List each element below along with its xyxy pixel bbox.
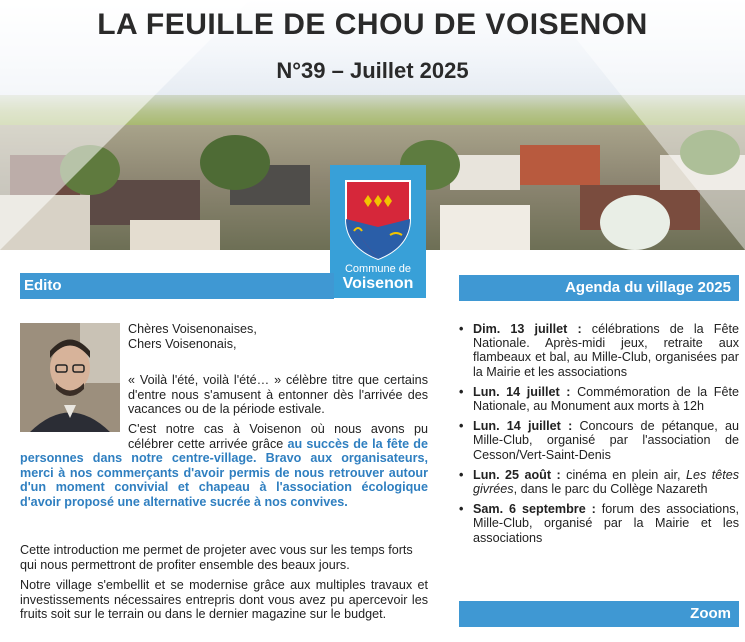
agenda-text-pre: cinéma en plein air,: [560, 467, 686, 482]
logo-subtitle: Commune de: [344, 263, 412, 275]
edito-p2-plain: C'est notre cas à Voisenon où nous avons pu célébrer cette arrivée grâce: [128, 422, 428, 451]
coat-of-arms-icon: [344, 179, 412, 261]
agenda-item: [459, 468, 739, 496]
edito-p2-continuation: personnes dans notre centre-village. Bravo aux organisateurs, merci à nos commerçants d'avoir permis de nous retrouver autour d'un moment convivial et chapeau à l'association écologique d'avoir proposé une alternative sucrée à nos convives.: [20, 451, 428, 509]
agenda-date: Dim. 13 juillet :: [473, 322, 582, 336]
agenda-date: Lun. 14 juillet :: [473, 384, 571, 399]
agenda-film-title: Les têtes givrées: [473, 467, 740, 497]
edito-paragraph-2-top: [128, 422, 428, 452]
edito-paragraph-4: Notre village s'embellit et se modernise grâce aux multiples travaux et investissements nécessaires entrepris dont vous avez pu apercevoir les fruits soit sur le terrain ou dans le dernier magazine sur le budget.: [20, 578, 428, 622]
agenda-list: [459, 322, 739, 551]
edito-heading: Edito: [20, 273, 334, 299]
agenda-heading-label: Agenda du village 2025: [565, 279, 731, 296]
logo-name: Voisenon: [342, 275, 414, 292]
agenda-text-post: , dans le parc du Collège Nazareth: [513, 482, 708, 497]
zoom-heading-label: Zoom: [690, 605, 731, 622]
newsletter-title: LA FEUILLE DE CHOU DE VOISENON: [97, 8, 648, 41]
zoom-heading: [459, 601, 739, 627]
commune-logo: [330, 165, 426, 298]
agenda-date: Sam. 6 septembre :: [473, 502, 596, 517]
edito-paragraph-3: Cette introduction me permet de projeter avec vous sur les temps forts qui nous permettront de profiter ensemble des beaux jours.: [20, 543, 413, 572]
agenda-item: [459, 419, 739, 462]
agenda-text: célébrations de la Fête Nationale. Après-midi jeux, retraite aux flambeaux et bal, au Mille-Club, organisées par la Mairie et les associations: [473, 322, 739, 379]
agenda-item: [459, 322, 739, 379]
edito-p2-highlight: au succès de la fête de: [287, 436, 428, 451]
issue-number: N°39 – Juillet 2025: [276, 58, 469, 83]
agenda-date: Lun. 14 juillet :: [473, 419, 573, 434]
agenda-text: Concours de pétanque, au Mille-Club, organisé par l'association de Cesson/Vert-Saint-Denis: [473, 419, 739, 462]
portrait-image-icon: [20, 323, 120, 432]
edito-paragraph-1: « Voilà l'été, voilà l'été… » célèbre titre que certains d'entre nous s'amusent à entonner dès l'arrivée des vacances ou de la période estivale.: [128, 373, 428, 417]
agenda-date: Lun. 25 août :: [473, 467, 561, 482]
agenda-text: forum des associations, Mille-Club, organisé par la Mairie et les associations: [473, 502, 739, 545]
agenda-item: [459, 502, 739, 545]
mayor-portrait: [20, 323, 120, 432]
agenda-item: [459, 385, 739, 413]
agenda-heading: [459, 275, 739, 301]
agenda-text: Commémoration de la Fête Nationale, au Monument aux morts à 12h: [473, 384, 739, 414]
salutation-2: Chers Voisenonais,: [128, 337, 237, 351]
salutation-1: Chères Voisenonaises,: [128, 322, 257, 336]
